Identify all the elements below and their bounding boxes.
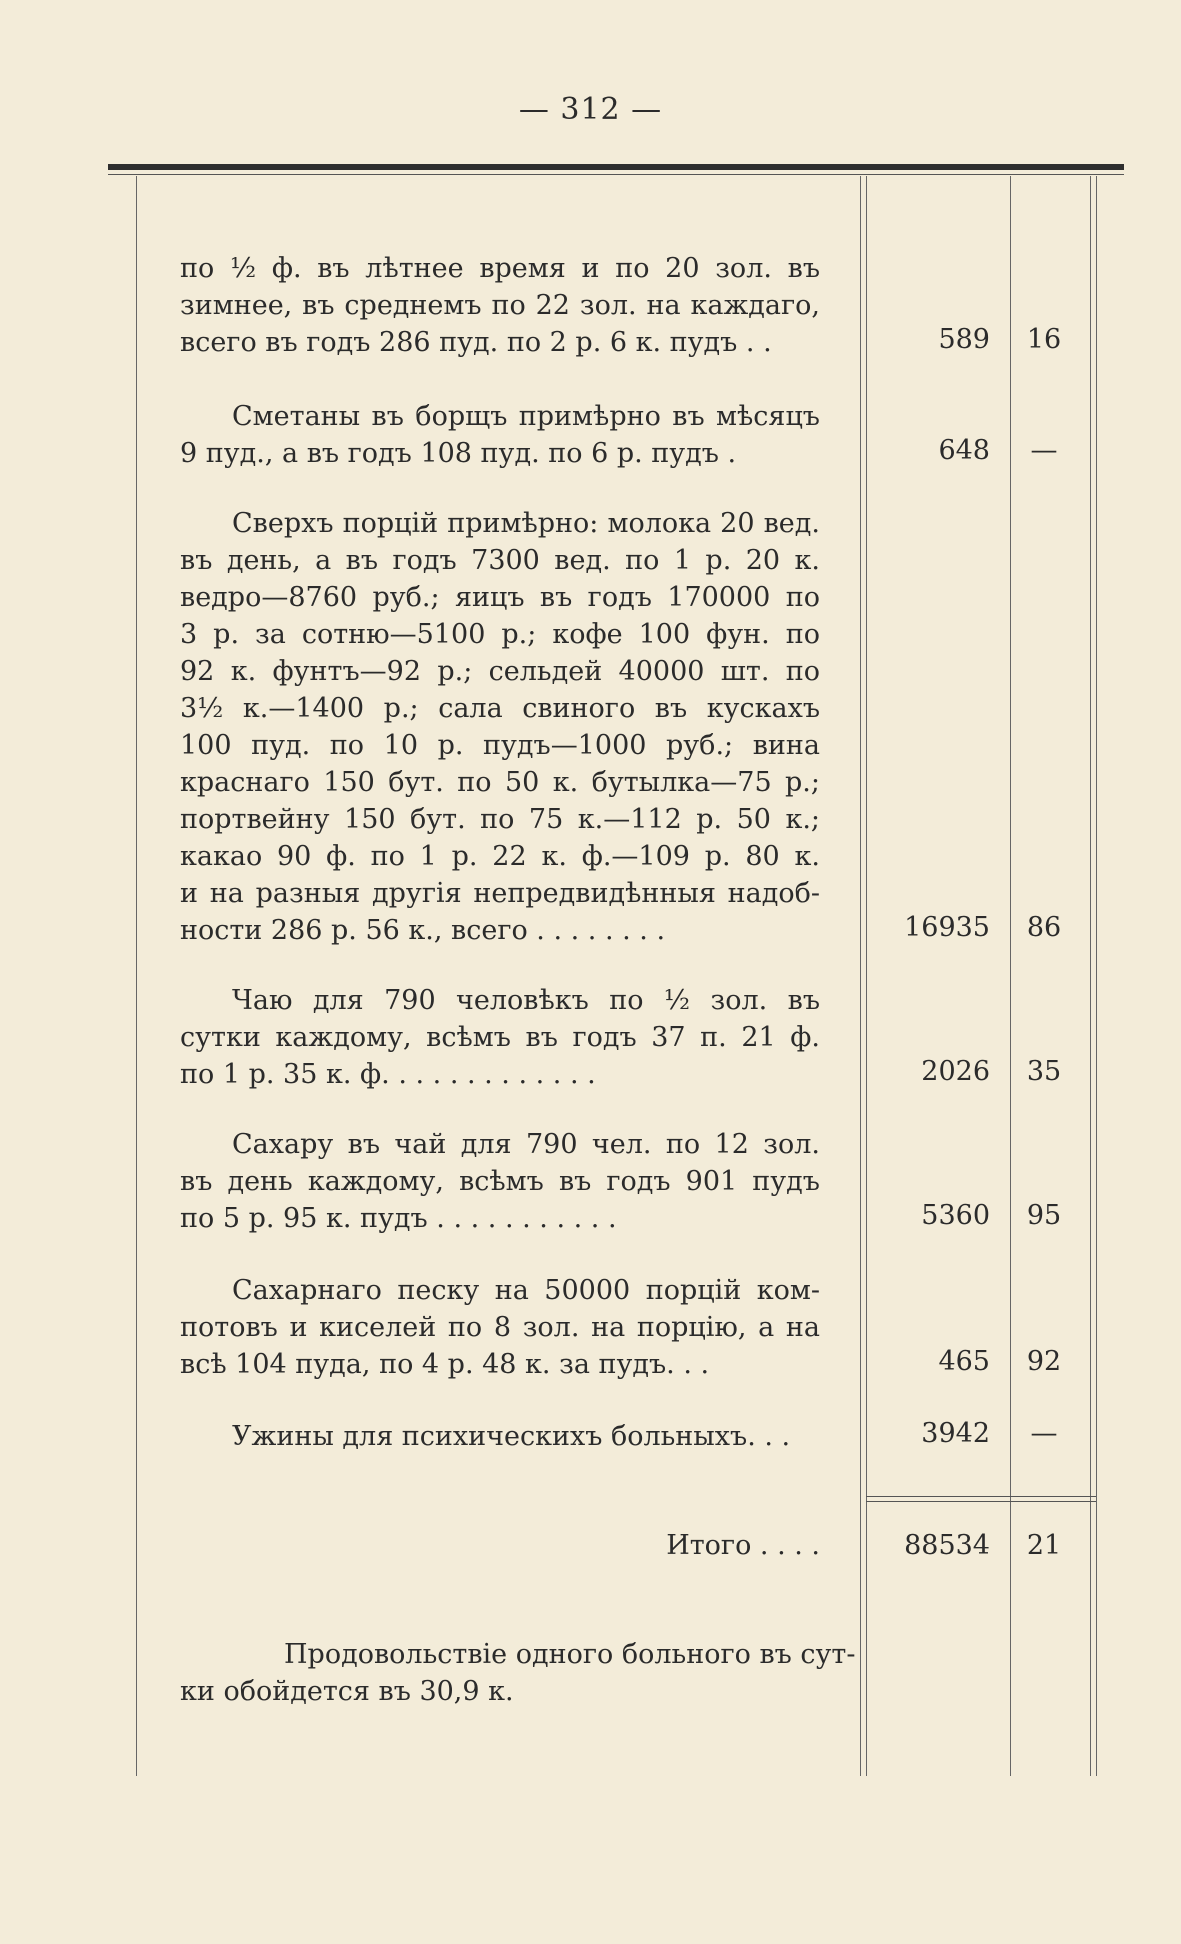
right-border-2 (1096, 176, 1097, 1776)
entry-line: зимнее, въ среднемъ по 22 зол. на каждаго, (180, 290, 820, 321)
entry-line: Сахару въ чай для 790 чел. по 12 зол. (232, 1129, 820, 1160)
rubles-value: 3942 (921, 1418, 990, 1449)
entry-line: потовъ и киселей по 8 зол. на порцію, а на (180, 1312, 820, 1343)
entry-line: сутки каждому, всѣмъ въ годъ 37 п. 21 ф. (180, 1022, 820, 1053)
total-label: Итого . . . . (666, 1530, 820, 1561)
kopecks-column-rule (1010, 176, 1011, 1776)
total-rubles: 88534 (904, 1530, 990, 1561)
entry-line: портвейну 150 бут. по 75 к.—112 р. 50 к.; (180, 804, 820, 835)
rubles-value: 648 (938, 435, 990, 466)
note-line: ки обойдется въ 30,9 к. (180, 1676, 514, 1707)
entry-text (180, 1272, 820, 1383)
note-text (180, 1636, 856, 1710)
entry-line: въ день каждому, всѣмъ въ годъ 901 пудъ (180, 1166, 820, 1197)
entry-line: и на разныя другія непредвидѣнныя надоб- (180, 878, 820, 909)
top-rule-thin (108, 174, 1124, 175)
entry-line: 92 к. фунтъ—92 р.; сельдей 40000 шт. по (180, 656, 820, 687)
entry-text (180, 398, 820, 472)
rubles-value: 589 (938, 324, 990, 355)
entry-text (180, 1126, 820, 1237)
rubles-value: 465 (938, 1346, 990, 1377)
rubles-column-rule-left-2 (866, 176, 867, 1776)
kopecks-value: — (1030, 1418, 1058, 1449)
entry-line: 3 р. за сотню—5100 р.; кофе 100 фун. по (180, 619, 820, 650)
entry-line: Чаю для 790 человѣкъ по ½ зол. въ (232, 985, 820, 1016)
entry-line: по 1 р. 35 к. ф. . . . . . . . . . . . . (180, 1059, 596, 1090)
right-border (1090, 176, 1091, 1776)
rubles-column-rule-left (860, 176, 861, 1776)
kopecks-value: 95 (1026, 1200, 1062, 1231)
entry-line: 100 пуд. по 10 р. пудъ—1000 руб.; вина (180, 730, 820, 761)
entry-line: какао 90 ф. по 1 р. 22 к. ф.—109 р. 80 к. (180, 841, 820, 872)
total-rule-2 (866, 1501, 1096, 1502)
entry-line: по 5 р. 95 к. пудъ . . . . . . . . . . . (180, 1203, 617, 1234)
rubles-value: 16935 (904, 912, 990, 943)
entry-line: въ день, а въ годъ 7300 вед. по 1 р. 20 к. (180, 545, 820, 576)
kopecks-value: — (1030, 435, 1058, 466)
entry-line: Сахарнаго песку на 50000 порцій ком- (232, 1275, 820, 1306)
entry-text (180, 505, 820, 949)
rubles-value: 5360 (921, 1200, 990, 1231)
total-kopecks: 21 (1026, 1530, 1062, 1561)
entry-line: ности 286 р. 56 к., всего . . . . . . . . (180, 915, 666, 946)
entry-line: Ужины для психическихъ больныхъ. . . (232, 1421, 791, 1452)
entry-text (180, 1418, 820, 1455)
top-rule (108, 164, 1124, 170)
entry-line: 9 пуд., а въ годъ 108 пуд. по 6 р. пудъ . (180, 438, 737, 469)
entry-line: краснаго 150 бут. по 50 к. бутылка—75 р.; (180, 767, 820, 798)
entry-line: всѣ 104 пуда, по 4 р. 48 к. за пудъ. . . (180, 1349, 710, 1380)
entry-line: 3½ к.—1400 р.; сала свиного въ кускахъ (180, 693, 820, 724)
kopecks-value: 16 (1026, 324, 1062, 355)
entry-line: всего въ годъ 286 пуд. по 2 р. 6 к. пудъ . . (180, 327, 772, 358)
entry-line: Сметаны въ борщъ примѣрно въ мѣсяцъ (232, 401, 820, 432)
kopecks-value: 86 (1026, 912, 1062, 943)
kopecks-value: 92 (1026, 1346, 1062, 1377)
entry-line: ведро—8760 руб.; яицъ въ годъ 170000 по (180, 582, 820, 613)
note-line: Продовольствіе одного больного въ сут- (284, 1639, 856, 1670)
rubles-value: 2026 (921, 1056, 990, 1087)
entry-text (180, 982, 820, 1093)
entry-line: по ½ ф. въ лѣтнее время и по 20 зол. въ (180, 253, 820, 284)
entry-text (180, 250, 820, 361)
left-border (136, 176, 137, 1776)
entry-line: Сверхъ порцій примѣрно: молока 20 вед. (232, 508, 820, 539)
total-rule (866, 1496, 1096, 1497)
kopecks-value: 35 (1026, 1056, 1062, 1087)
page-number: — 312 — (518, 92, 663, 127)
